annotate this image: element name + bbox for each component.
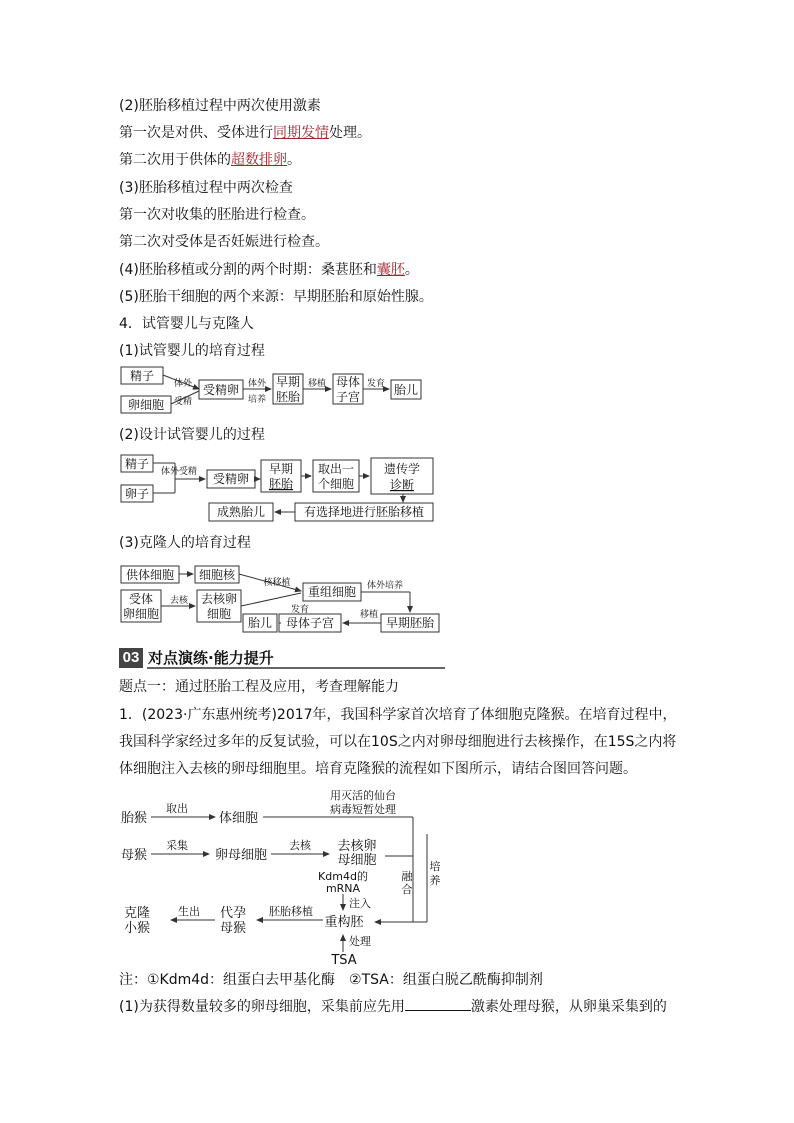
- fetus-label: 胎儿: [247, 616, 273, 630]
- p3-line2: 第二次对受体是否妊娠进行检查。: [119, 234, 329, 250]
- virus-label-1: 用灭活的仙台: [330, 789, 396, 802]
- sub-heading-1: (1)试管婴儿的培育过程: [119, 343, 265, 359]
- fetal-monkey-label: 胎猴: [121, 811, 148, 826]
- p4-line: [119, 261, 419, 279]
- egg-label: 卵细胞: [127, 398, 165, 412]
- banner-number: 03: [119, 648, 143, 668]
- clone-monkey-label-1: 克隆: [123, 906, 151, 921]
- banner-title: 对点演练·能力提升: [148, 649, 274, 667]
- cloned-monkey-diagram: [115, 784, 455, 966]
- culture-label-1: 培: [429, 860, 441, 873]
- recon-embryo-label: 重构胚: [324, 915, 364, 930]
- transfer-label: 移植: [359, 610, 379, 620]
- recipient-label-2: 卵细胞: [122, 607, 160, 621]
- diagnosis-label-1: 遗传学: [383, 462, 421, 476]
- p2-line2-key: 超数排卵: [231, 152, 287, 168]
- cloning-diagram: [115, 560, 445, 636]
- banner-rule: [147, 667, 445, 669]
- ivf-diagram: [115, 364, 435, 416]
- note-line: 注：①Kdm4d：组蛋白去甲基化酶 ②TSA：组蛋白脱乙酰酶抑制剂: [119, 972, 543, 988]
- invitro-fert-label: 体外受精: [160, 467, 198, 477]
- take-label-2: 个细胞: [317, 477, 355, 491]
- born-label: 生出: [178, 905, 200, 918]
- sperm-label: 精子: [124, 457, 150, 471]
- section-banner: [119, 648, 445, 670]
- nt-label: 核移植: [263, 578, 291, 588]
- designer-baby-diagram: [115, 450, 445, 526]
- enucleated-oocyte-label-2: 母细胞: [337, 853, 377, 868]
- answer-blank[interactable]: [405, 998, 471, 1011]
- p3-line1: 第一次对收集的胚胎进行检查。: [119, 207, 315, 223]
- culture-label-2: 养: [429, 874, 441, 887]
- q1-post: 激素处理母猴，从卵巢采集到的: [470, 999, 667, 1015]
- enuc-label: 去核: [289, 839, 311, 852]
- culture-label-2: 培养: [247, 395, 267, 405]
- culture-label-1: 体外: [247, 379, 267, 389]
- zygote-label: 受精卵: [212, 472, 250, 486]
- p2-line1-post: 处理。: [329, 125, 371, 141]
- inject-label: 注入: [349, 897, 371, 910]
- p5-line: (5)胚胎干细胞的两个来源：早期胚胎和原始性腺。: [119, 289, 433, 305]
- enucleated-label-2: 细胞: [206, 607, 232, 621]
- diagnosis-label-2: 诊断: [389, 478, 415, 492]
- take-label-1: 取出一: [317, 462, 355, 476]
- develop-label: 发育: [291, 605, 310, 615]
- select-transfer-label: 有选择地进行胚胎移植: [303, 505, 425, 519]
- heading-4: 4．试管婴儿与克隆人: [119, 316, 254, 332]
- uterus-label-1: 母体: [335, 375, 361, 389]
- egg-label: 卵子: [124, 487, 150, 501]
- sub-heading-2: (2)设计试管婴儿的过程: [119, 427, 265, 443]
- uterus-label-2: 子宫: [335, 390, 361, 404]
- invitro-label: 体外: [173, 379, 193, 389]
- question-line-1: 1．(2023·广东惠州统考)2017年，我国科学家首次培育了体细胞克隆猴。在培育过程中，: [119, 707, 677, 723]
- p2-line2-post: 。: [287, 152, 301, 168]
- fusion-label-1: 融: [401, 870, 413, 883]
- zygote-label: 受精卵: [202, 383, 240, 397]
- tsa-label: TSA: [331, 953, 357, 966]
- clone-monkey-label-2: 小猴: [123, 921, 151, 936]
- p4-pre: (4)胚胎移植或分割的两个时期：桑葚胚和: [119, 262, 377, 278]
- enucleated-label-1: 去核卵: [200, 592, 238, 606]
- fert-label: 受精: [173, 397, 193, 407]
- early-label-1: 早期: [275, 375, 301, 389]
- mature-fetus-label: 成熟胎儿: [216, 505, 266, 519]
- treat-label: 处理: [349, 935, 371, 948]
- oocyte-label: 卵母细胞: [215, 848, 268, 863]
- kdm-label-1: Kdm4d的: [318, 870, 368, 883]
- kdm-label-2: mRNA: [325, 882, 361, 895]
- enuc-label: 去核: [169, 596, 189, 606]
- question-line-2: 我国科学家经过多年的反复试验，可以在10S之内对卵母细胞进行去核操作，在15S之内将: [119, 734, 677, 750]
- p2-line1: [119, 124, 371, 142]
- q1-pre: (1)为获得数量较多的卵母细胞，采集前应先用: [119, 999, 405, 1015]
- surrogate-label-1: 代孕: [219, 906, 247, 921]
- recipient-label-1: 受体: [128, 592, 154, 606]
- fetus-label: 胎儿: [393, 383, 419, 397]
- early-label-1: 早期: [268, 462, 294, 476]
- p3-title: (3)胚胎移植过程中两次检查: [119, 180, 293, 196]
- uterus-label: 母体子宫: [285, 616, 335, 630]
- p2-line1-key: 同期发情: [273, 125, 329, 141]
- invitro-label: 体外培养: [366, 581, 404, 591]
- et-label: 胚胎移植: [269, 905, 313, 918]
- p2-line2-pre: 第二次用于供体的: [119, 152, 231, 168]
- collect-label: 采集: [166, 839, 188, 852]
- topic-line: 题点一：通过胚胎工程及应用，考查理解能力: [119, 679, 399, 695]
- q1-line: [119, 998, 667, 1016]
- p4-key: 囊胚: [376, 262, 405, 278]
- early-embryo-label: 早期胚胎: [385, 616, 435, 630]
- reconstructed-label: 重组细胞: [307, 585, 357, 599]
- p4-post: 。: [404, 262, 419, 278]
- early-label-2: 胚胎: [275, 390, 301, 404]
- enucleated-oocyte-label-1: 去核卵: [337, 839, 377, 854]
- p2-line1-pre: 第一次是对供、受体进行: [119, 125, 273, 141]
- virus-label-2: 病毒短暂处理: [330, 803, 396, 816]
- sub-heading-3: (3)克隆人的培育过程: [119, 535, 251, 551]
- sperm-label: 精子: [129, 369, 155, 383]
- surrogate-label-2: 母猴: [219, 921, 247, 936]
- fusion-label-2: 合: [401, 883, 413, 896]
- take-label: 取出: [166, 802, 188, 815]
- transfer-label: 移植: [307, 379, 327, 389]
- nucleus-label: 细胞核: [198, 568, 236, 582]
- develop-label: 发育: [366, 379, 386, 389]
- mother-monkey-label: 母猴: [121, 848, 148, 863]
- early-label-2: 胚胎: [268, 477, 294, 491]
- question-line-3: 体细胞注入去核的卵母细胞里。培育克隆猴的流程如下图所示，请结合图回答问题。: [119, 761, 637, 777]
- donor-cell-label: 供体细胞: [125, 568, 175, 582]
- p2-title: (2)胚胎移植过程中两次使用激素: [119, 98, 321, 114]
- p2-line2: [119, 151, 301, 169]
- somatic-cell-label: 体细胞: [219, 811, 259, 826]
